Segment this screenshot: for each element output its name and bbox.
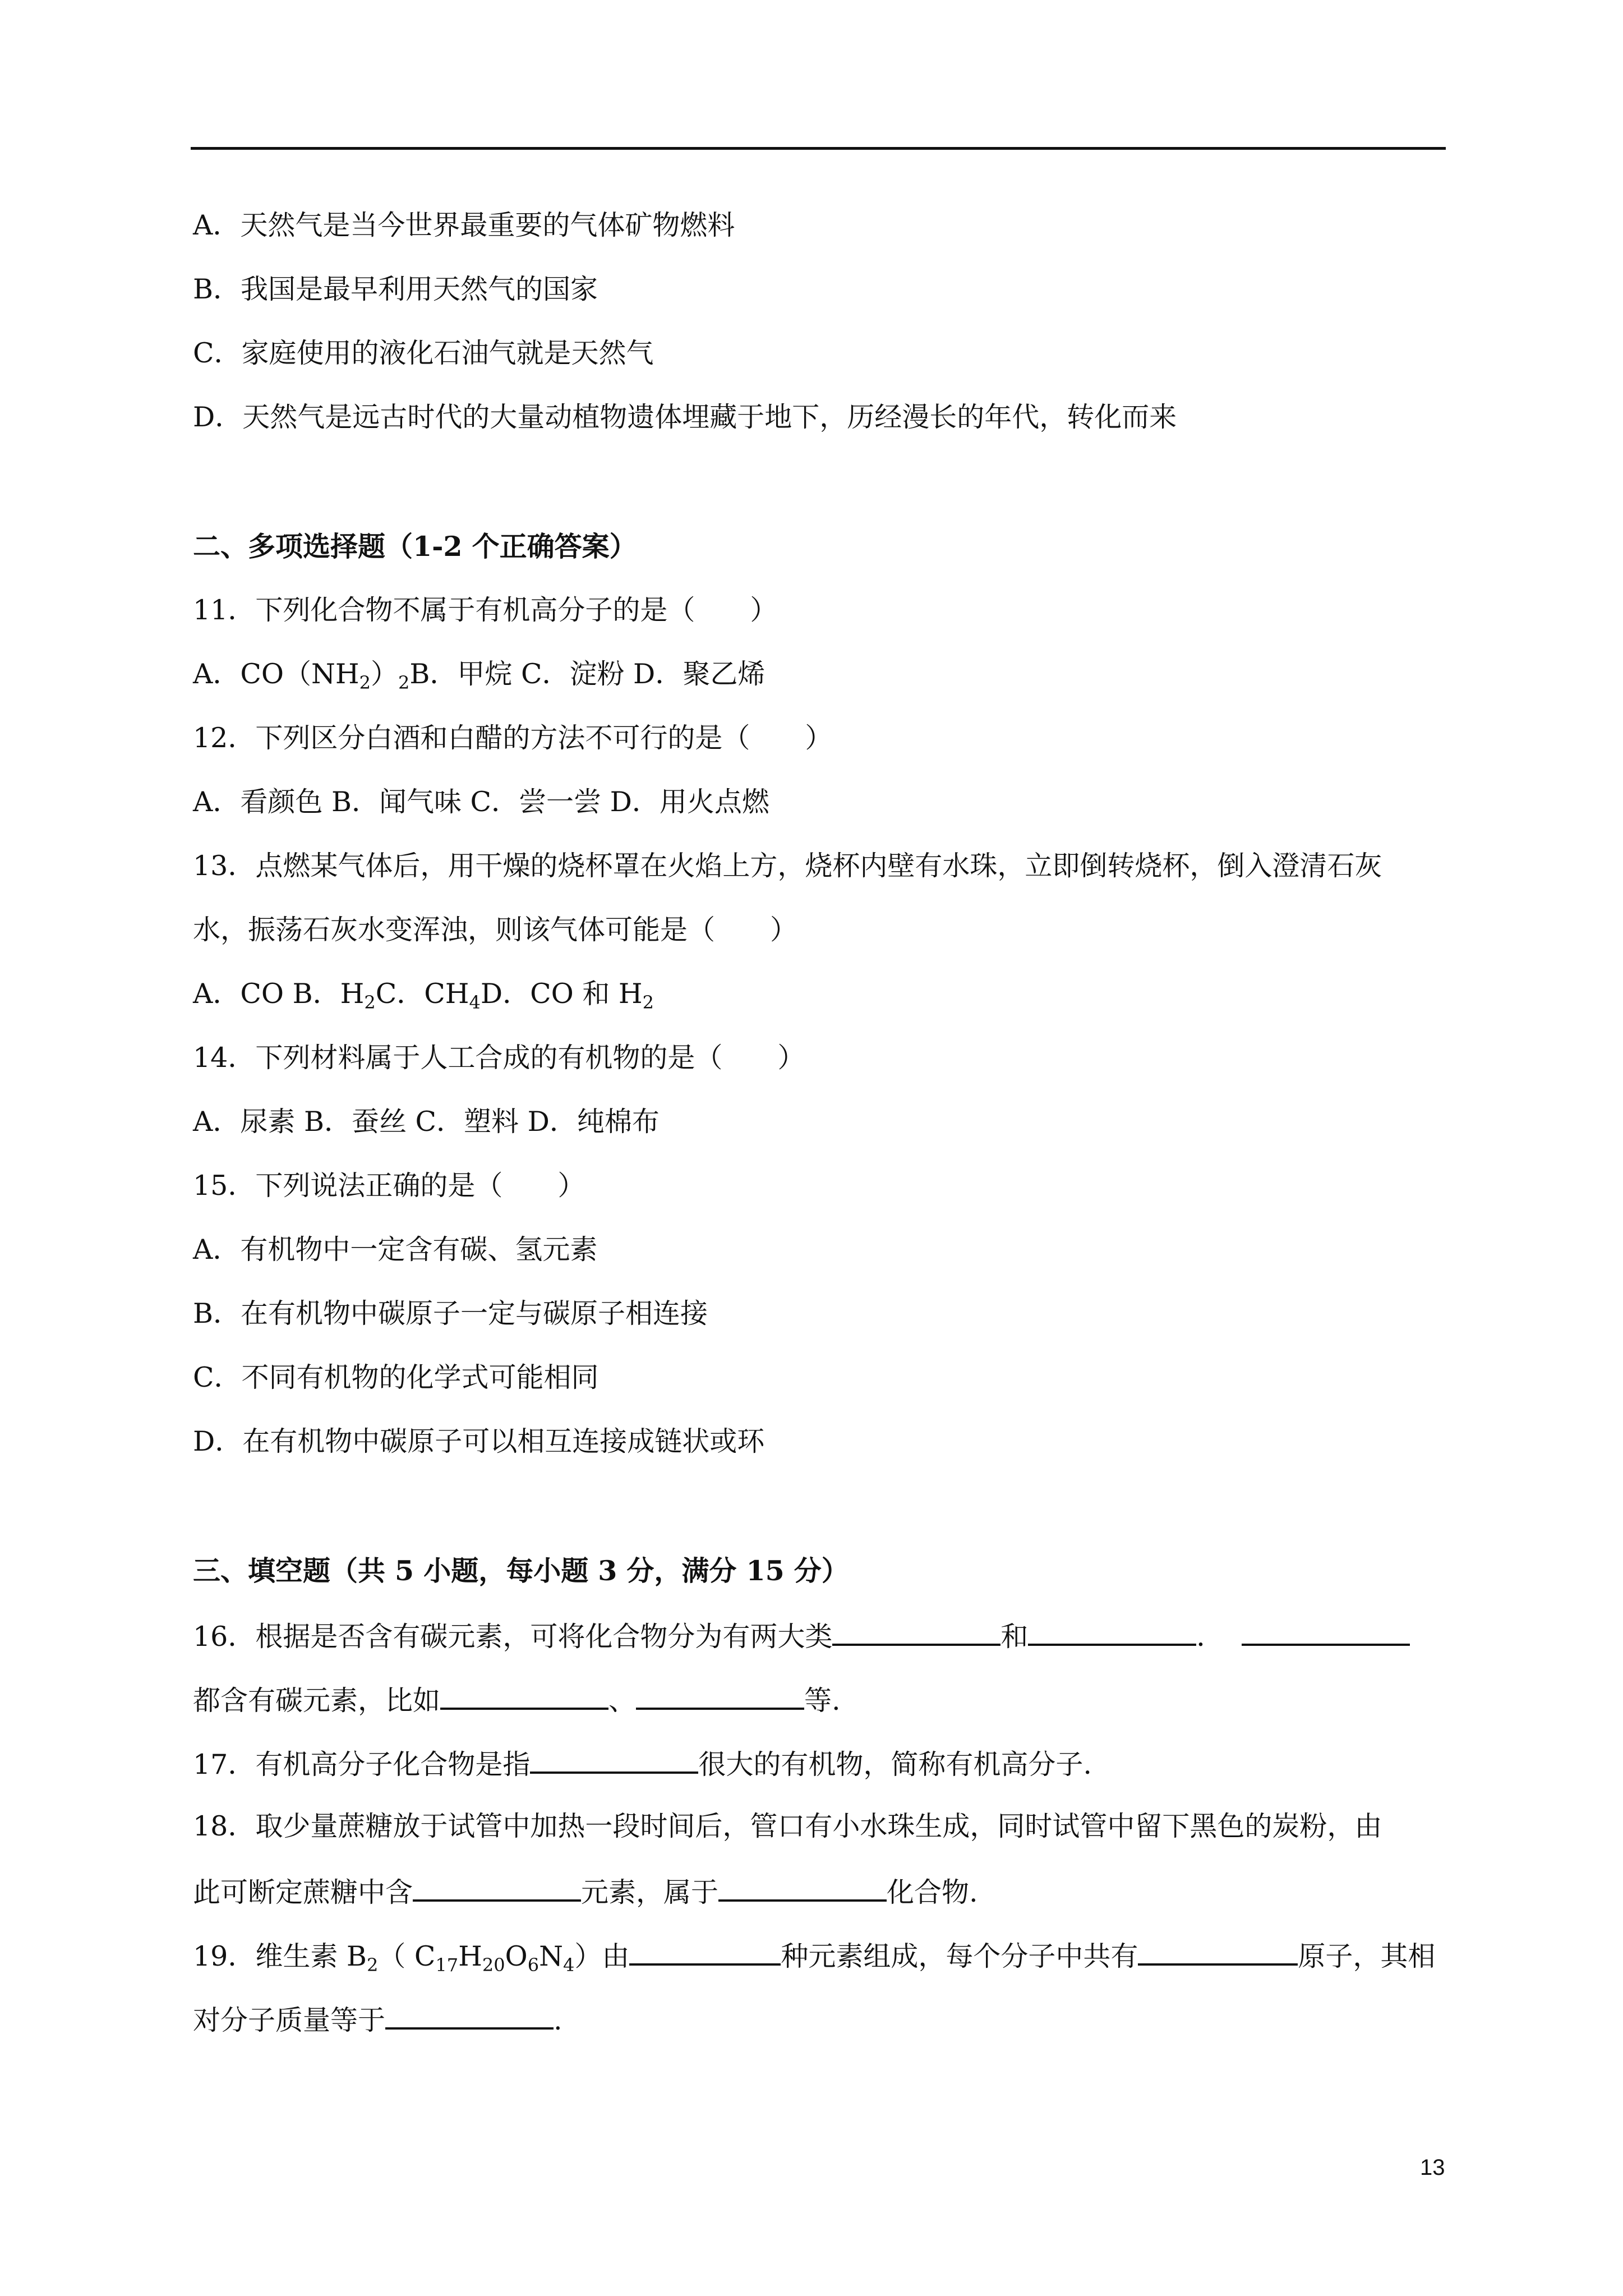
- q16-blank-5[interactable]: [636, 1682, 804, 1710]
- q10-option-b: B．我国是最早利用天然气的国家: [193, 273, 598, 305]
- q10-option-a: A．天然气是当今世界最重要的气体矿物燃料: [193, 209, 735, 241]
- q16-blank-3[interactable]: [1242, 1618, 1410, 1646]
- q15-stem: 15．下列说法正确的是（ ）: [193, 1170, 585, 1202]
- page-number: 13: [1420, 2155, 1445, 2180]
- q13-stem-line1: 13．点燃某气体后，用干燥的烧杯罩在火焰上方，烧杯内壁有水珠，立即倒转烧杯，倒入澄清石灰: [193, 850, 1382, 882]
- q18-blank-1[interactable]: [413, 1874, 581, 1902]
- q16-line2: 都含有碳元素，比如 、 等.: [193, 1682, 841, 1718]
- q18-line1: 18．取少量蔗糖放于试管中加热一段时间后，管口有小水珠生成，同时试管中留下黑色的炭粉，由: [193, 1810, 1382, 1842]
- q19-blank-3[interactable]: [385, 2001, 554, 2030]
- section-3-title: 三、填空题（共 5 小题，每小题 3 分，满分 15 分）: [193, 1554, 849, 1587]
- q14-stem: 14．下列材料属于人工合成的有机物的是（ ）: [193, 1042, 805, 1074]
- q16-blank-1[interactable]: [832, 1618, 1000, 1646]
- q15-option-b: B．在有机物中碳原子一定与碳原子相连接: [193, 1297, 708, 1329]
- q11-options: A．$CO(NH_2)_2B$．甲烷 C．淀粉 D．聚乙烯: [193, 658, 766, 693]
- q10-option-d: D．天然气是远古时代的大量动植物遗体埋藏于地下，历经漫长的年代，转化而来: [193, 401, 1177, 433]
- q12-options: A．看颜色 B．闻气味 C．尝一尝 D．用火点燃: [193, 786, 769, 818]
- header-rule: [191, 147, 1446, 150]
- q18-line2: 此可断定蔗糖中含 元素，属于 化合物.: [193, 1874, 978, 1910]
- q14-options: A．尿素 B．蚕丝 C．塑料 D．纯棉布: [193, 1106, 660, 1138]
- q16-line1: 16．根据是否含有碳元素，可将化合物分为有两大类 和 ．: [193, 1618, 1410, 1654]
- q12-stem: 12．下列区分白酒和白醋的方法不可行的是（ ）: [193, 722, 833, 754]
- q19-line1: 19．维生素 $B_2$（ $C_{17}H_{20}O_6N_4$）由 种元素组成，每个分子中共有 原子，其相: [193, 1938, 1435, 1973]
- q18-blank-2[interactable]: [718, 1874, 887, 1902]
- q16-blank-4[interactable]: [440, 1682, 608, 1710]
- q16-blank-2[interactable]: [1028, 1618, 1196, 1646]
- q19-blank-2[interactable]: [1138, 1938, 1298, 1966]
- q17-line: 17．有机高分子化合物是指 很大的有机物，简称有机高分子.: [193, 1746, 1092, 1782]
- q19-blank-1[interactable]: [629, 1938, 781, 1966]
- q15-option-d: D．在有机物中碳原子可以相互连接成链状或环: [193, 1425, 765, 1457]
- q19-line2: 对分子质量等于 .: [193, 2001, 562, 2037]
- q15-option-c: C．不同有机物的化学式可能相同: [193, 1361, 599, 1393]
- section-2-title: 二、多项选择题（1-2 个正确答案）: [193, 530, 637, 563]
- q17-blank[interactable]: [530, 1746, 698, 1774]
- q10-option-c: C．家庭使用的液化石油气就是天然气: [193, 337, 654, 369]
- q15-option-a: A．有机物中一定含有碳、氢元素: [193, 1234, 598, 1266]
- q13-stem-line2: 水，振荡石灰水变浑浊，则该气体可能是（ ）: [193, 914, 798, 946]
- q11-stem: 11．下列化合物不属于有机高分子的是（ ）: [193, 594, 778, 626]
- q13-options: A．CO B．$H_2C$．$CH_4D$．CO 和 $H_2$: [193, 978, 654, 1013]
